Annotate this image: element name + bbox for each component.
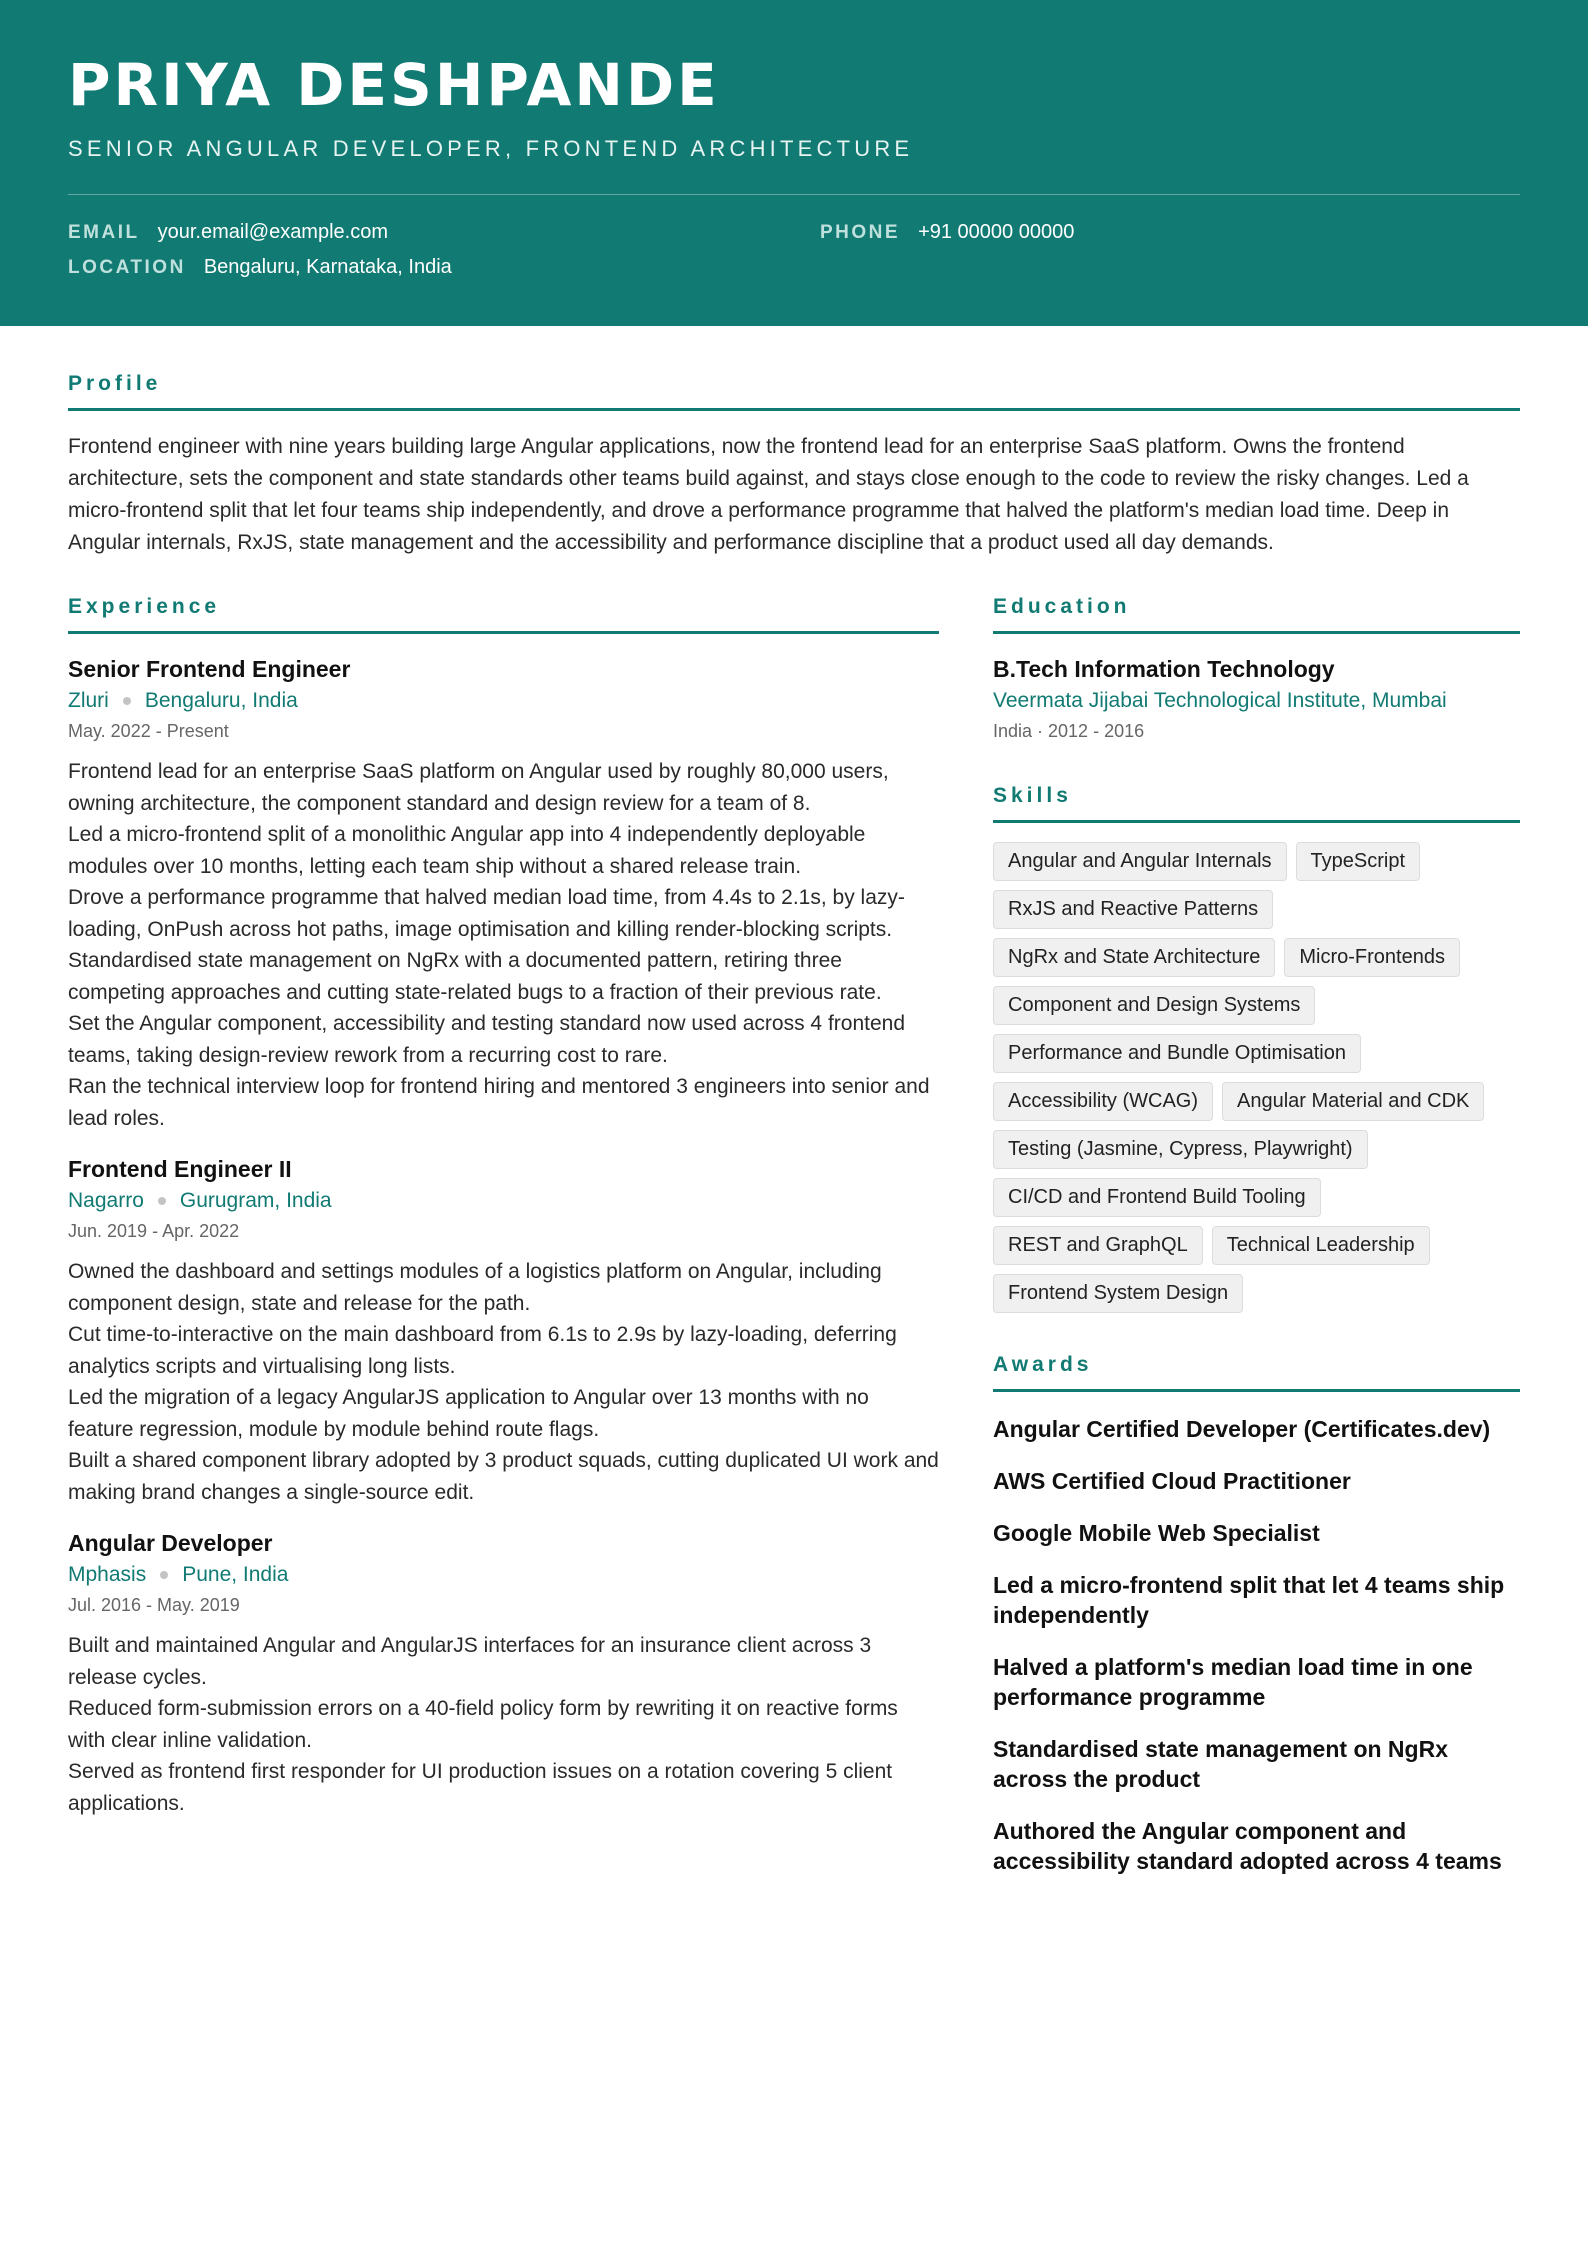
skill-chip: Angular and Angular Internals — [993, 842, 1287, 881]
award-item: Google Mobile Web Specialist — [993, 1520, 1320, 1546]
bullet-item: Ran the technical interview loop for frontend hiring and mentored 3 engineers into senior and lead roles. — [68, 1075, 930, 1130]
section-heading: Profile — [68, 372, 1520, 411]
bullet-item: Built and maintained Angular and AngularJS interfaces for an insurance client across 3 release cycles. — [68, 1634, 872, 1689]
award-item: Standardised state management on NgRx across the product — [993, 1736, 1448, 1792]
skill-chip: Angular Material and CDK — [1222, 1082, 1484, 1121]
job-meta — [68, 1560, 939, 1590]
profile-section — [68, 372, 1520, 559]
job-dates: May. 2022 - Present — [68, 721, 229, 741]
skill-chip: CI/CD and Frontend Build Tooling — [993, 1178, 1321, 1217]
skill-chip: RxJS and Reactive Patterns — [993, 890, 1273, 929]
location-value: Bengaluru, Karnataka, India — [203, 256, 452, 278]
skill-chip: NgRx and State Architecture — [993, 938, 1275, 977]
skill-chip: Testing (Jasmine, Cypress, Playwright) — [993, 1130, 1368, 1169]
skill-chip: Performance and Bundle Optimisation — [993, 1034, 1361, 1073]
award-item: Halved a platform's median load time in one performance programme — [993, 1654, 1473, 1710]
education-entry — [993, 654, 1520, 744]
bullet-item: Led a micro-frontend split of a monolithic Angular app into 4 independently deployable modules over 10 months, letting each team ship without a shared release train. — [68, 823, 866, 878]
job-dates: Jun. 2019 - Apr. 2022 — [68, 1221, 240, 1241]
contact-label: EMAIL — [68, 222, 140, 243]
phone-value[interactable]: +91 00000 00000 — [918, 221, 1075, 243]
job-location: Pune, India — [182, 1563, 289, 1586]
skills-section — [993, 784, 1520, 1313]
section-heading: Skills — [993, 784, 1520, 823]
two-column-layout — [68, 595, 1520, 1876]
section-heading: Experience — [68, 595, 939, 634]
skill-chip: Component and Design Systems — [993, 986, 1315, 1025]
job-location: Gurugram, India — [179, 1189, 332, 1212]
skill-chip: Technical Leadership — [1212, 1226, 1430, 1265]
company-name: Nagarro — [68, 1189, 144, 1212]
dot-separator-icon — [158, 1197, 166, 1205]
job-bullets — [68, 1256, 939, 1508]
candidate-title: SENIOR ANGULAR DEVELOPER, FRONTEND ARCHITECTURE — [68, 136, 914, 161]
award-item: Angular Certified Developer (Certificates.dev) — [993, 1416, 1491, 1442]
resume-header — [0, 0, 1588, 326]
company-name: Zluri — [68, 689, 109, 712]
bullet-item: Served as frontend first responder for UI production issues on a rotation covering 5 client applications. — [68, 1760, 893, 1815]
bullet-item: Reduced form-submission errors on a 40-field policy form by rewriting it on reactive forms with clear inline validation. — [68, 1697, 898, 1752]
bullet-item: Drove a performance programme that halved median load time, from 4.4s to 2.1s, by lazy-loading, OnPush across hot paths, image optimisation and killing render-blocking scripts. — [68, 886, 905, 941]
candidate-name: PRIYA DESHPANDE — [68, 51, 720, 119]
education-info: India · 2012 - 2016 — [993, 721, 1145, 741]
award-item: Led a micro-frontend split that let 4 teams ship independently — [993, 1572, 1505, 1628]
job-entry — [68, 1528, 939, 1819]
job-bullets — [68, 1630, 939, 1819]
section-heading: Awards — [993, 1353, 1520, 1392]
job-meta — [68, 1186, 939, 1216]
contact-label: PHONE — [820, 222, 901, 243]
school-name: Veermata Jijabai Technological Institute, Mumbai — [993, 689, 1447, 712]
header-divider — [68, 194, 1520, 195]
skill-chip: TypeScript — [1296, 842, 1420, 881]
awards-section — [993, 1353, 1520, 1876]
contact-list — [68, 221, 1520, 279]
job-dates: Jul. 2016 - May. 2019 — [68, 1595, 240, 1615]
contact-label: LOCATION — [68, 257, 186, 278]
degree-name: B.Tech Information Technology — [993, 656, 1335, 682]
job-title: Angular Developer — [68, 1530, 273, 1556]
bullet-item: Cut time-to-interactive on the main dashboard from 6.1s to 2.9s by lazy-loading, deferring analytics scripts and virtualising long lists. — [68, 1323, 897, 1378]
experience-section — [68, 595, 939, 1876]
education-section — [993, 595, 1520, 744]
profile-summary: Frontend engineer with nine years building large Angular applications, now the frontend lead for an enterprise SaaS platform. Owns the frontend architecture, sets the component and state standards other teams build against, and stays close enough to the code to review the risky changes. Led a micro-frontend split that let four teams ship independently, and drove a performance programme that halved the platform's median load time. Deep in Angular internals, RxJS, state management and the accessibility and performance discipline that a product used all day demands. — [68, 435, 1469, 554]
email-value[interactable]: your.email@example.com — [157, 221, 388, 243]
bullet-item: Frontend lead for an enterprise SaaS platform on Angular used by roughly 80,000 users, owning architecture, the component standard and design review for a team of 8. — [68, 760, 889, 815]
company-name: Mphasis — [68, 1563, 147, 1586]
job-entry — [68, 1154, 939, 1508]
contact-location — [68, 256, 820, 279]
job-bullets — [68, 756, 939, 1134]
skill-chip: Frontend System Design — [993, 1274, 1243, 1313]
bullet-item: Set the Angular component, accessibility and testing standard now used across 4 frontend teams, taking design-review rework from a recurring cost to rare. — [68, 1012, 906, 1067]
dot-separator-icon — [160, 1571, 168, 1579]
bullet-item: Led the migration of a legacy AngularJS application to Angular over 13 months with no feature regression, module by module behind route flags. — [68, 1386, 869, 1441]
bullet-item: Standardised state management on NgRx with a documented pattern, retiring three competing approaches and cutting state-related bugs to a fraction of their previous rate. — [68, 949, 882, 1004]
skill-chip: Accessibility (WCAG) — [993, 1082, 1213, 1121]
resume-body — [0, 372, 1588, 1876]
skill-chip: Micro-Frontends — [1284, 938, 1460, 977]
award-item: Authored the Angular component and accessibility standard adopted across 4 teams — [993, 1818, 1502, 1874]
section-heading: Education — [993, 595, 1520, 634]
job-title: Frontend Engineer II — [68, 1156, 292, 1182]
bullet-item: Built a shared component library adopted by 3 product squads, cutting duplicated UI work and making brand changes a single-source edit. — [68, 1449, 939, 1504]
job-location: Bengaluru, India — [144, 689, 298, 712]
contact-phone — [820, 221, 1520, 244]
job-meta — [68, 686, 939, 716]
job-entry — [68, 654, 939, 1134]
skill-chip: REST and GraphQL — [993, 1226, 1203, 1265]
bullet-item: Owned the dashboard and settings modules of a logistics platform on Angular, including component design, state and release for the path. — [68, 1260, 882, 1315]
skills-list — [993, 833, 1520, 1313]
job-title: Senior Frontend Engineer — [68, 656, 351, 682]
sidebar-column — [993, 595, 1520, 1876]
award-item: AWS Certified Cloud Practitioner — [993, 1468, 1351, 1494]
contact-email — [68, 221, 820, 244]
dot-separator-icon — [123, 697, 131, 705]
